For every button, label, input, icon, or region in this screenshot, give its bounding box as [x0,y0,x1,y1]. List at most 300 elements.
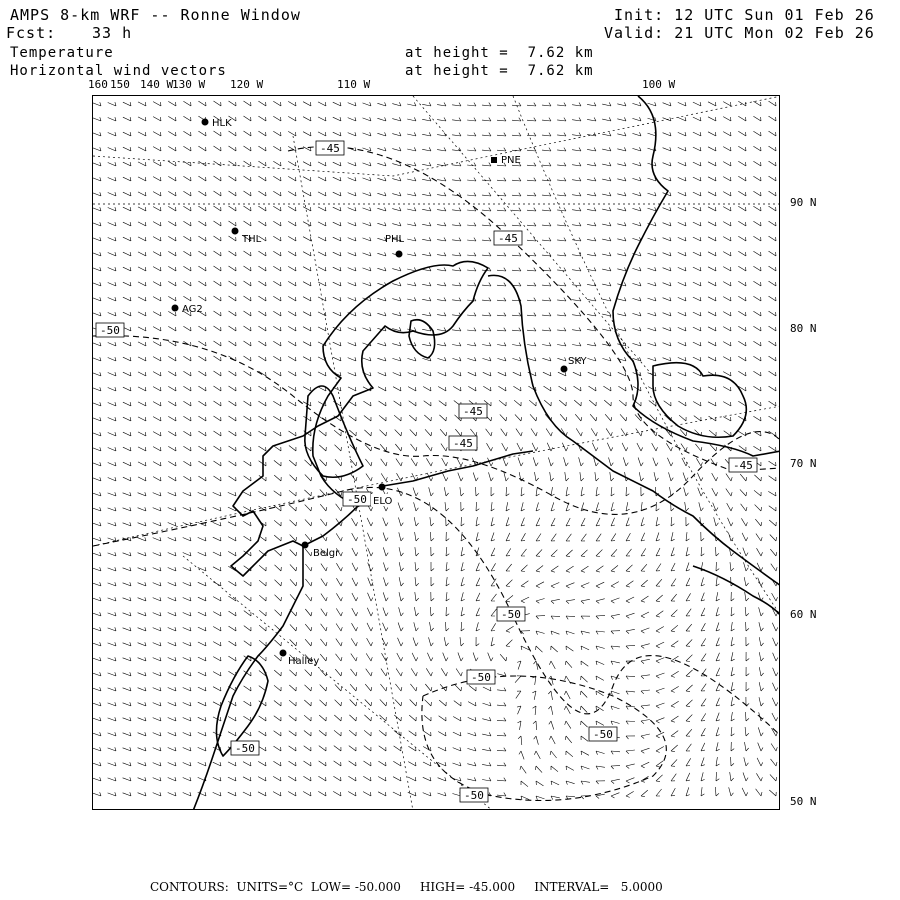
wind-barb [244,101,252,106]
wind-barb [108,147,116,151]
wind-barb [411,458,417,466]
wind-barb [667,458,673,466]
wind-barb [453,762,462,766]
wind-barb [513,372,521,376]
wind-barb [723,177,731,181]
wind-barb [274,701,281,707]
wind-barb [335,669,342,676]
svg-text:HLK: HLK [212,118,232,129]
wind-barb [536,534,541,542]
wind-barb [442,458,448,466]
wind-barb [716,698,720,706]
wind-barb [415,577,419,586]
wind-barb [468,717,476,721]
wind-barb [273,311,281,316]
wind-barb [671,548,675,557]
wind-barb [93,432,101,436]
wind-barb [381,459,387,466]
wind-barb [437,193,446,197]
wind-barb [617,327,626,331]
wind-barb [392,147,401,151]
wind-barb [304,715,311,721]
wind-barb [497,223,506,226]
wind-barb [452,223,461,226]
wind-barb [363,162,372,166]
wind-barb [512,208,521,211]
wind-barb [108,477,116,481]
wind-barb [482,283,491,286]
wind-barb [502,443,508,451]
wind-barb [565,472,569,481]
map-title: AMPS 8-km WRF -- Ronne Window [10,6,301,24]
wind-barb [168,416,176,421]
wind-barb [686,787,690,796]
wind-barb [587,268,596,272]
wind-barb [258,792,266,796]
wind-barb [731,607,734,616]
wind-barb [746,637,749,646]
wind-barb [656,611,663,617]
wind-barb [407,297,416,301]
wind-barb [441,668,447,676]
wind-barb [738,191,746,196]
wind-barb [168,777,176,781]
wind-barb [708,297,716,301]
wind-barb [701,623,705,631]
wind-barb [303,222,311,226]
wind-barb [289,460,296,466]
graticule [93,96,780,810]
wind-barb [168,702,176,706]
wind-barb [364,715,371,721]
wind-barb [198,642,206,646]
wind-barb [123,627,131,631]
wind-vectors [93,101,778,800]
svg-text:-50: -50 [100,324,120,337]
wind-barb [430,607,434,616]
wind-barb [671,594,677,601]
wind-barb [693,252,701,256]
wind-barb [457,458,463,466]
wind-barb [686,578,690,586]
wind-barb [483,372,491,376]
wind-barb [686,700,693,707]
wind-barb [482,343,491,347]
wind-barb [772,683,778,691]
wind-barb [305,639,312,646]
wind-barb [244,146,252,151]
wind-barb [446,562,449,571]
wind-barb [512,223,521,226]
wind-barb [378,387,386,391]
wind-barb [108,117,116,121]
wind-barb [758,743,763,751]
wind-barb [532,691,536,700]
wind-barb [488,653,493,661]
wind-barb [663,147,671,151]
wind-barb [551,796,560,800]
wind-barb [769,296,777,301]
wind-barb [536,582,544,588]
wind-barb [333,252,341,256]
wind-barb [693,192,701,196]
wind-barb [769,176,777,181]
wind-barb [759,607,764,616]
wind-barb [364,761,372,766]
wind-barb [363,117,372,121]
wind-barb [228,522,236,526]
wind-barb [497,343,506,347]
contour-legend: CONTOURS: UNITS=°C LOW= -50.000 HIGH= -45.000 INTERVAL= 5.0000 [150,880,663,894]
wind-barb [423,762,431,766]
wind-barb [183,251,191,256]
wind-barb [581,751,589,755]
wind-barb [753,341,761,346]
wind-barb [581,534,586,541]
wind-barb [153,597,161,601]
wind-barb [452,253,461,256]
wind-barb [367,518,373,526]
wind-barb [422,177,431,181]
wind-barb [497,793,506,796]
lon-label-140: 140 W [140,78,174,91]
wind-barb [244,221,252,226]
wind-barb [446,622,450,631]
wind-barb [198,627,206,631]
wind-barb [738,221,746,226]
wind-barb [303,192,311,196]
wind-barb [259,595,266,601]
wind-barb [542,328,551,331]
wind-barb [656,548,660,556]
wind-barb [476,608,480,616]
wind-barb [303,177,311,181]
wind-barb [183,146,191,151]
wind-barb [123,432,131,436]
wind-barb [622,443,628,451]
wind-barb [731,682,735,691]
wind-barb [123,282,131,286]
wind-barb [288,371,296,376]
wind-barb [138,447,146,451]
wind-barb [138,147,146,151]
wind-barb [229,311,237,316]
wind-barb [198,266,206,271]
wind-barb [289,685,296,691]
wind-barb [769,386,777,391]
wind-barb [319,715,326,721]
wind-barb [693,372,701,376]
wind-barb [607,443,613,451]
wind-barb [716,562,719,571]
wind-barb [336,563,342,571]
wind-barb [637,443,643,451]
wind-barb [93,117,101,121]
wind-barb [686,593,691,601]
wind-barb [304,761,312,766]
wind-barb [363,357,372,361]
wind-barb [243,492,251,496]
wind-barb [491,594,497,601]
wind-barb [273,341,281,346]
wind-barb [444,637,448,646]
wind-barb [288,206,296,211]
wind-barb [153,237,161,241]
wind-barb [716,713,720,721]
wind-barb [273,356,281,361]
wind-barb [648,177,657,181]
wind-barb [738,206,746,211]
wind-barb [414,502,419,511]
wind-barb [318,387,326,391]
wind-barb [446,592,449,601]
wind-barb [258,777,266,781]
wind-barb [318,192,326,196]
wind-barb [769,356,777,361]
wind-barb [392,177,401,181]
wind-barb [93,672,101,676]
wind-barb [461,592,465,601]
wind-barb [289,505,296,511]
wind-barb [770,535,777,542]
wind-barb [93,477,101,481]
wind-barb [603,372,611,376]
wind-barb [536,599,545,604]
wind-barb [565,736,572,743]
wind-barb [572,193,581,197]
wind-barb [663,252,671,256]
wind-barb [693,267,701,271]
wind-barb [491,487,494,496]
wind-barb [183,492,191,496]
wind-barb [516,429,522,436]
wind-barb [213,612,221,616]
wind-barb [632,222,641,226]
wind-barb [468,386,476,391]
wind-barb [521,487,524,496]
wind-barb [574,400,581,406]
wind-barb [108,132,116,136]
wind-barb [678,237,686,241]
wind-barb [377,312,386,316]
wind-barb [431,562,434,571]
wind-barb [259,716,266,721]
wind-barb [108,312,116,316]
wind-barb [153,687,161,691]
wind-barb [611,518,615,526]
wind-barb [393,777,401,781]
wind-barb [320,700,327,706]
station-pne [491,155,521,166]
wind-barb [213,537,221,541]
wind-barb [183,747,191,751]
wind-barb [566,766,574,770]
wind-barb [678,207,686,211]
wind-barb [491,623,496,631]
wind-barb [407,237,416,241]
wind-barb [348,192,356,196]
wind-barb [611,793,619,798]
wind-barb [698,488,703,496]
wind-barb [415,592,419,601]
wind-barb [377,267,386,271]
wind-barb [422,222,431,226]
wind-barb [611,582,619,588]
wind-barb [626,721,635,724]
wind-barb [410,429,417,436]
wind-barb [497,688,506,691]
wind-barb [244,176,252,181]
wind-barb [336,608,342,616]
wind-barb [183,206,191,211]
wind-barb [108,402,116,406]
wind-barb [723,372,731,376]
wind-barb [461,562,465,571]
wind-barb [542,357,551,361]
wind-barb [198,702,206,706]
wind-barb [153,417,161,421]
wind-barb [572,163,581,167]
wind-barb [482,178,491,181]
wind-barb [671,788,675,796]
wind-barb [183,612,191,616]
wind-barb [392,222,401,226]
wind-barb [168,537,176,541]
wind-barb [581,566,589,572]
wind-barb [123,162,131,166]
wind-barb [168,296,176,301]
wind-barb [701,699,706,706]
wind-barb [686,685,693,692]
wind-barb [244,161,252,166]
wind-barb [335,684,342,691]
wind-barb [348,162,356,166]
wind-barb [626,533,630,541]
wind-barb [318,222,326,226]
wind-barb [214,446,222,451]
wind-barb [108,447,116,451]
wind-barb [566,646,573,651]
wind-barb [383,547,388,556]
station-thl [232,228,262,246]
wind-barb [168,492,176,496]
wind-barb [468,702,476,706]
wind-barb [467,747,476,751]
wind-barb [467,223,476,226]
wind-barb [753,326,761,331]
wind-barb [693,282,701,286]
wind-barb [693,177,701,181]
wind-barb [476,593,480,601]
wind-barb [229,191,237,196]
wind-barb [214,176,222,181]
wind-barb [693,402,701,407]
wind-barb [93,342,101,346]
wind-barb [244,206,252,211]
wind-barb [602,252,611,256]
wind-barb [527,163,536,166]
wind-barb [572,268,581,272]
wind-barb [467,313,476,316]
wind-barb [93,582,101,586]
wind-barb [288,281,296,286]
wind-barb [580,472,584,481]
wind-barb [407,312,416,316]
wind-barb [550,472,554,481]
wind-barb [497,268,506,271]
wind-barb [259,640,266,646]
wind-barb [123,192,131,196]
wind-barb [258,191,266,196]
wind-barb [534,736,539,745]
wind-barb [123,492,131,496]
wind-barb [755,519,762,526]
wind-barb [273,386,281,391]
wind-barb [663,342,671,346]
wind-barb [363,207,372,211]
wind-barb [559,400,566,406]
wind-barb [745,607,749,616]
wind-barb [772,623,778,631]
wind-barb [489,472,494,481]
wind-barb [229,176,237,181]
wind-barb [168,371,176,376]
wind-barb [708,207,716,211]
wind-barb [243,792,251,796]
wind-barb [753,191,761,196]
wind-barb [693,327,701,331]
wind-barb [213,552,221,556]
wind-barb [769,476,776,481]
wind-barb [738,326,746,331]
wind-barb [213,507,221,511]
wind-barb [437,148,446,152]
wind-barb [426,668,432,676]
wind-barb [710,444,717,451]
wind-barb [168,567,176,571]
wind-barb [183,732,191,736]
wind-barb [422,132,431,136]
wind-barb [415,547,419,556]
wind-barb [288,161,296,166]
wind-barb [708,117,716,121]
wind-barb [407,147,416,151]
wind-barb [596,550,602,557]
wind-barb [741,518,747,526]
wind-barb [549,676,554,685]
wind-barb [519,751,524,759]
wind-barb [258,206,266,211]
wind-barb [422,237,431,241]
antarctic-peninsula-east [488,275,780,586]
wind-barb [138,312,146,316]
wind-barb [455,429,462,436]
wind-barb [626,706,635,709]
wind-barb [138,282,146,286]
wind-barb [168,507,176,511]
wind-barb [611,721,620,725]
wind-barb [581,721,588,727]
wind-barb [483,687,491,691]
wind-barb [551,766,558,772]
wind-barb [557,298,566,301]
wind-barb [273,371,281,376]
wind-barb [542,133,551,136]
wind-barb [288,236,296,241]
lat-label-90: 90 N [790,196,817,209]
wind-barb [244,596,251,601]
wind-barb [536,646,543,652]
